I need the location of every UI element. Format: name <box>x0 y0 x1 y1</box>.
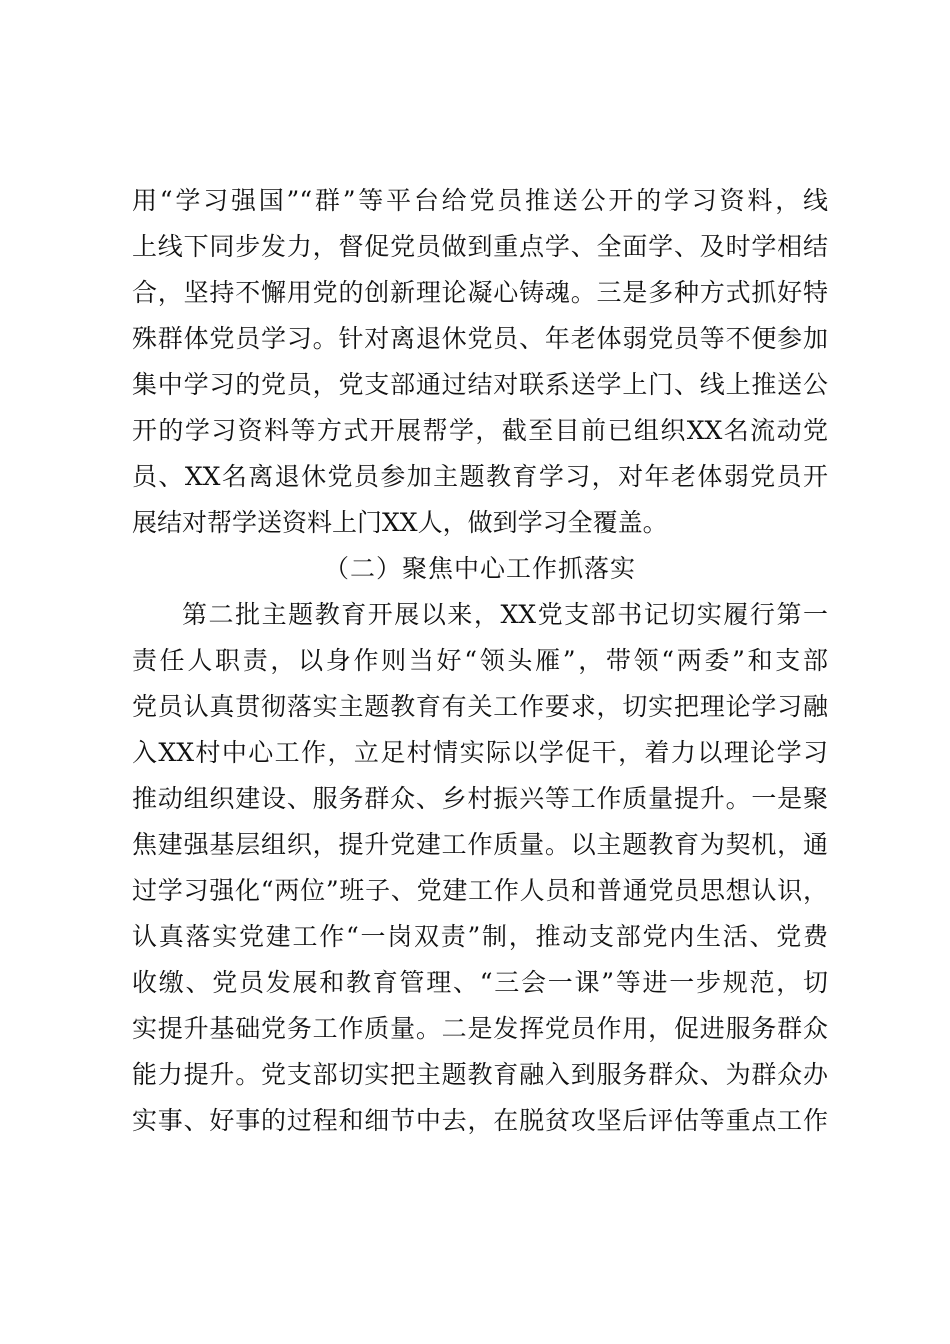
paragraph-2-line-12: 实事、好事的过程和细节中去，在脱贫攻坚后评估等重点工作 <box>132 1106 828 1135</box>
paragraph-2-line-11: 能力提升。党支部切实把主题教育融入到服务群众、为群众办 <box>132 1060 828 1089</box>
paragraph-2-line-5: 推动组织建设、服务群众、乡村振兴等工作质量提升。一是聚 <box>132 784 828 813</box>
paragraph-1-line-4: 殊群体党员学习。针对离退休党员、年老体弱党员等不便参加 <box>132 324 828 353</box>
paragraph-2-line-1: 第二批主题教育开展以来，XX党支部书记切实履行第一 <box>182 600 828 629</box>
paragraph-1-line-2: 上线下同步发力，督促党员做到重点学、全面学、及时学相结 <box>132 232 828 261</box>
paragraph-2-line-9: 收缴、党员发展和教育管理、“三会一课”等进一步规范，切 <box>132 968 828 997</box>
paragraph-1-line-7: 员、XX名离退休党员参加主题教育学习，对年老体弱党员开 <box>132 462 828 491</box>
paragraph-2-line-7: 过学习强化“两位”班子、党建工作人员和普通党员思想认识， <box>132 876 828 905</box>
paragraph-2-line-10: 实提升基础党务工作质量。二是发挥党员作用，促进服务群众 <box>132 1014 828 1043</box>
paragraph-2-line-2: 责任人职责，以身作则当好“领头雁”，带领“两委”和支部 <box>132 646 828 675</box>
paragraph-2-line-8: 认真落实党建工作“一岗双责”制，推动支部党内生活、党费 <box>132 922 828 951</box>
paragraph-1-line-5: 集中学习的党员，党支部通过结对联系送学上门、线上推送公 <box>132 370 828 399</box>
paragraph-1-line-8: 展结对帮学送资料上门XX人，做到学习全覆盖。 <box>132 508 668 537</box>
paragraph-2-line-3: 党员认真贯彻落实主题教育有关工作要求，切实把理论学习融 <box>132 692 828 721</box>
section-heading: （二）聚焦中心工作抓落实 <box>323 554 636 583</box>
paragraph-1-line-1: 用“学习强国”“群”等平台给党员推送公开的学习资料，线 <box>132 186 828 215</box>
paragraph-1-line-3: 合，坚持不懈用党的创新理论凝心铸魂。三是多种方式抓好特 <box>132 278 828 307</box>
paragraph-1-line-6: 开的学习资料等方式开展帮学，截至目前已组织XX名流动党 <box>132 416 828 445</box>
paragraph-2-line-4: 入XX村中心工作，立足村情实际以学促干，着力以理论学习 <box>132 738 828 767</box>
paragraph-2-line-6: 焦建强基层组织，提升党建工作质量。以主题教育为契机，通 <box>132 830 828 859</box>
